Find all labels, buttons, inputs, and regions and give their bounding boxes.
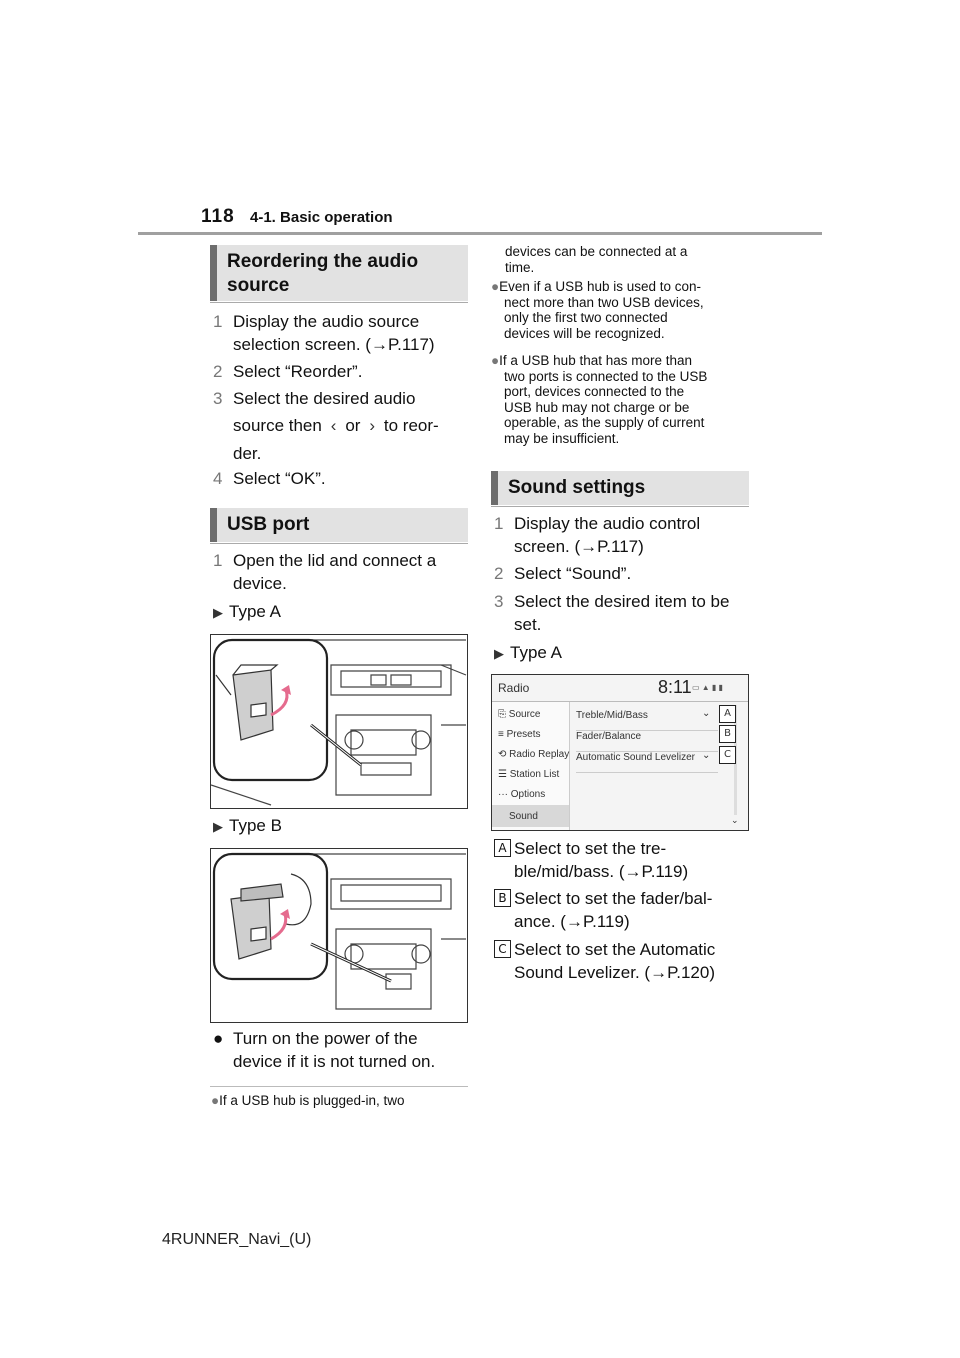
callout-badge: A (494, 839, 511, 857)
reorder-step-2 (213, 360, 473, 383)
note-text: only the first two connected (504, 310, 668, 325)
step-text: Select the desired item to be (514, 592, 730, 611)
reorder-heading-line2: source (227, 275, 290, 296)
sound-type-a-label (494, 641, 562, 665)
usb-type-b-label (213, 814, 282, 838)
usb-heading-text: USB port (227, 514, 310, 535)
sound-step-2 (494, 562, 756, 585)
sound-step-1 (494, 512, 756, 558)
step-text: source then (233, 416, 322, 435)
step-text: Open the lid and connect a (233, 551, 437, 570)
menu-label: Presets (506, 729, 541, 740)
note-text: may be insufficient. (504, 430, 620, 446)
legend-text: Select to set the fader/bal- (514, 889, 713, 908)
usb-note-3 (491, 353, 753, 446)
usb-type-a-label (213, 600, 281, 624)
usb-bullet (213, 1027, 473, 1073)
status-icons: ▭ ▲ ▮ ▮ (692, 683, 723, 692)
note-text: If a USB hub is plugged-in, two (219, 1093, 405, 1108)
menu-radio-replay[interactable] (498, 749, 569, 760)
chevron-down-icon: ⌄ (702, 708, 711, 719)
chevron-left-icon: ‹ (330, 416, 337, 435)
header-rule (138, 232, 822, 235)
menu-presets[interactable] (498, 729, 541, 740)
bullet-icon: ● (491, 279, 500, 294)
step-number: 4 (213, 469, 223, 488)
triangle-right-icon: ▶ (494, 646, 504, 661)
step-number: 1 (494, 514, 504, 533)
replay-icon: ⟲ (498, 749, 507, 760)
chevron-down-icon: ⌄ (702, 750, 711, 761)
usb-type-b-figure (210, 848, 468, 1023)
sound-step-3 (494, 590, 756, 636)
step-number: 3 (494, 592, 504, 611)
step-text: Select “Sound”. (514, 564, 632, 583)
step-text: set. (514, 615, 542, 634)
usb-step-1 (213, 549, 473, 595)
callout-badge: C (494, 940, 511, 958)
legend-b (494, 887, 756, 933)
note-text: devices can be connected at a (505, 244, 688, 259)
step-text: or (345, 416, 361, 435)
usb-note-2 (491, 279, 753, 341)
note-text: USB hub may not charge or be (504, 399, 690, 415)
legend-text: Sound Levelizer. (→P.120) (514, 963, 715, 982)
page-number: 118 (201, 206, 235, 227)
triangle-right-icon: ▶ (213, 819, 223, 834)
legend-a (494, 837, 756, 883)
note-text: port, devices connected to the (504, 384, 685, 399)
step-text: der. (233, 444, 262, 463)
step-text: screen. (→P.117) (514, 537, 644, 556)
usb-port-illustration (211, 849, 467, 1022)
scroll-down-icon[interactable]: ⌄ (731, 815, 739, 825)
usb-type-a-figure (210, 634, 468, 809)
menu-label: Source (508, 709, 541, 720)
item-fader[interactable]: Fader/Balance (576, 731, 642, 742)
sound-heading-text: Sound settings (508, 477, 646, 498)
reorder-section-heading (210, 245, 468, 301)
more-icon: ··· (498, 789, 508, 800)
menu-label: Station List (509, 769, 560, 780)
note-text: two ports is connected to the USB (504, 368, 708, 384)
list-icon: ☰ (498, 769, 507, 780)
step-number: 1 (213, 312, 223, 331)
presets-icon: ≡ (498, 729, 504, 740)
step-text: selection screen. (→P.117) (233, 335, 435, 354)
reorder-step-1 (213, 310, 473, 356)
screen-title: Radio (498, 681, 530, 695)
divider (491, 506, 749, 507)
note-text: nect more than two USB devices, (504, 294, 704, 310)
legend-text: ble/mid/bass. (→P.119) (514, 862, 689, 881)
reorder-step-4 (213, 467, 473, 490)
source-icon: ⎘ (498, 709, 506, 720)
callout-badge: B (494, 889, 511, 907)
callout-badge: C (719, 746, 736, 764)
step-text: Display the audio control (514, 514, 701, 533)
legend-text: Select to set the tre- (514, 839, 667, 858)
bullet-icon: ● (211, 1093, 220, 1108)
reorder-step-3 (213, 387, 473, 465)
note-text: Even if a USB hub is used to con- (499, 279, 702, 294)
note-text: time. (505, 259, 535, 275)
menu-station-list[interactable] (498, 769, 559, 780)
triangle-right-icon: ▶ (213, 605, 223, 620)
step-number: 2 (494, 564, 504, 583)
note-divider (210, 1086, 468, 1087)
menu-label: Sound (509, 811, 538, 822)
type-label: Type A (229, 602, 281, 621)
note-text: If a USB hub that has more than (499, 353, 693, 368)
usb-note-1 (211, 1093, 471, 1109)
bullet-text: device if it is not turned on. (233, 1052, 436, 1071)
callout-badge: A (719, 705, 736, 723)
item-asl[interactable]: Automatic Sound Levelizer (576, 752, 695, 763)
step-number: 1 (213, 551, 223, 570)
menu-options[interactable] (498, 789, 545, 800)
note-text: devices will be recognized. (504, 325, 665, 341)
step-text: to reor- (383, 416, 439, 435)
step-text: Select “Reorder”. (233, 362, 363, 381)
screen-divider (576, 772, 718, 773)
menu-label: Options (510, 789, 546, 800)
legend-c (494, 938, 756, 984)
note-text: operable, as the supply of current (504, 415, 705, 430)
callout-badge: B (719, 725, 736, 743)
bullet-icon: ● (213, 1029, 224, 1048)
radio-sound-screen (491, 674, 749, 831)
step-text: Select the desired audio (233, 389, 416, 408)
sound-section-heading (491, 471, 749, 505)
step-text: device. (233, 574, 287, 593)
menu-sound[interactable] (492, 805, 569, 827)
legend-text: Select to set the Automatic (514, 940, 716, 959)
chevron-right-icon: › (369, 416, 375, 435)
bullet-text: Turn on the power of the (233, 1029, 418, 1048)
usb-note-1-continued (505, 244, 755, 275)
reorder-heading-line1: Reordering the audio (227, 251, 419, 272)
type-label: Type B (229, 816, 282, 835)
divider (210, 302, 468, 303)
step-text: Display the audio source (233, 312, 420, 331)
usb-section-heading (210, 508, 468, 542)
usb-port-illustration (211, 635, 467, 808)
divider (210, 543, 468, 544)
menu-source[interactable] (498, 709, 540, 720)
menu-label: Radio Replay (509, 749, 570, 760)
type-label: Type A (510, 643, 562, 662)
legend-text: ance. (→P.119) (514, 912, 630, 931)
bullet-icon: ● (491, 353, 500, 368)
step-number: 3 (213, 389, 223, 408)
footer-doc-code: 4RUNNER_Navi_(U) (162, 1231, 312, 1248)
item-treble[interactable]: Treble/Mid/Bass (576, 710, 648, 721)
section-title: 4-1. Basic operation (250, 209, 393, 226)
step-number: 2 (213, 362, 223, 381)
screen-clock: 8:11 (658, 677, 692, 697)
step-text: Select “OK”. (233, 469, 326, 488)
